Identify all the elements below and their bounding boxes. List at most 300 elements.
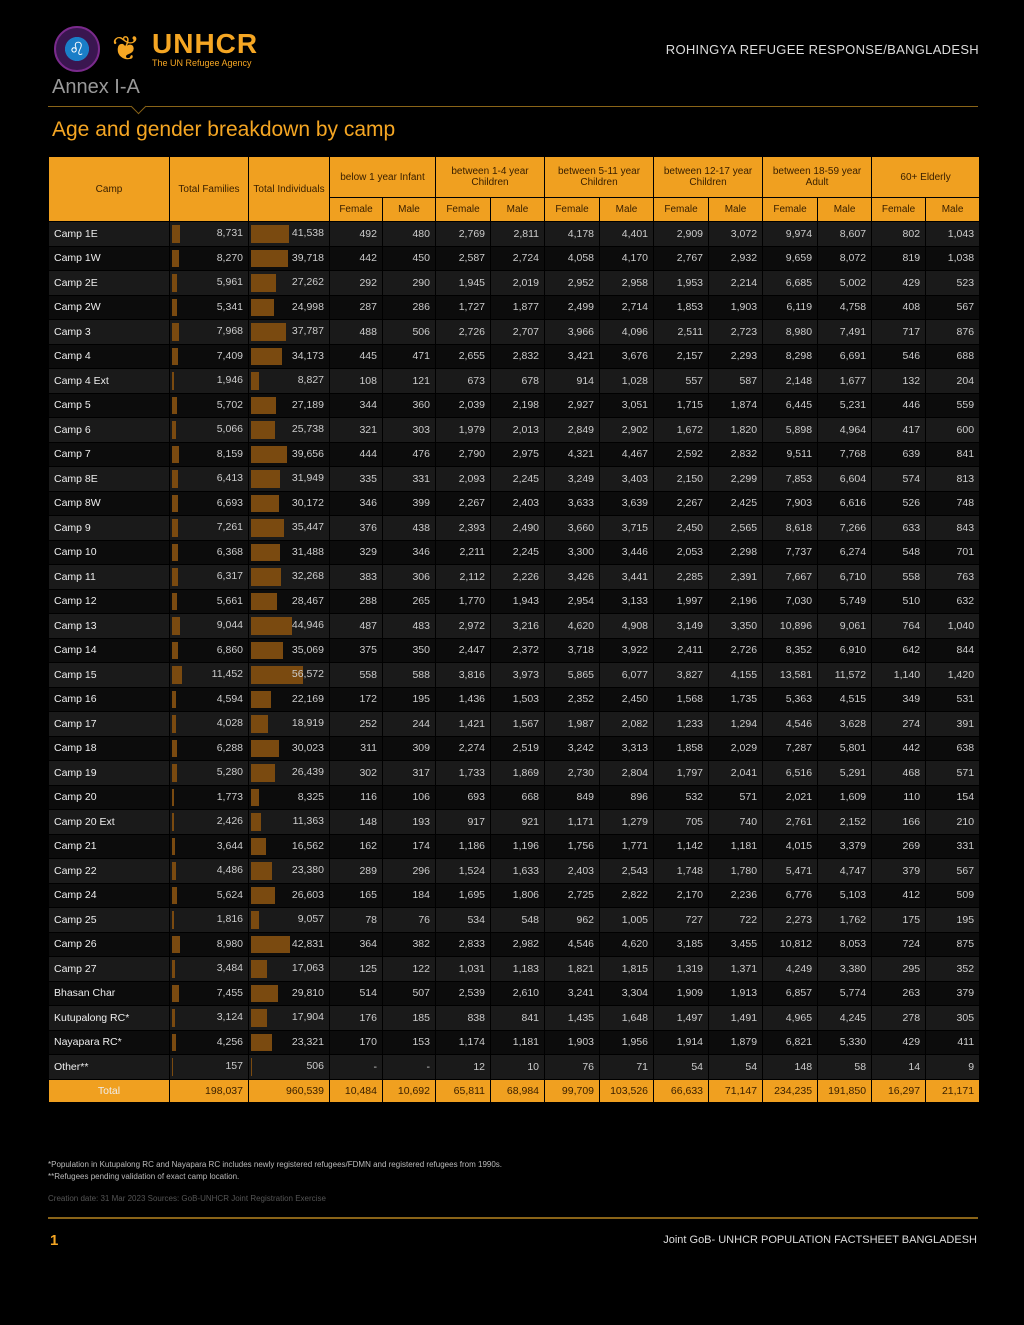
table-row xyxy=(49,1031,979,1055)
footer-divider xyxy=(48,1217,978,1219)
table-cell: 838 xyxy=(436,1006,490,1030)
table-cell: 2,822 xyxy=(600,884,653,908)
cell-value: 8,980 xyxy=(216,937,243,950)
table-cell: - xyxy=(383,1055,435,1079)
table-cell: 2,039 xyxy=(436,394,490,418)
header-group-60-plus: 60+ Elderly xyxy=(872,157,979,197)
camp-name: Camp 2E xyxy=(49,271,169,295)
table-cell: 411 xyxy=(926,1031,979,1055)
table-cell: 921 xyxy=(491,810,544,834)
total-individuals-cell xyxy=(249,859,329,883)
table-cell: 2,543 xyxy=(600,859,653,883)
table-cell: 567 xyxy=(926,859,979,883)
header-female: Female xyxy=(654,198,708,221)
table-cell: 429 xyxy=(872,271,925,295)
table-cell: 2,909 xyxy=(654,222,708,246)
table-cell: 2,724 xyxy=(491,247,544,271)
total-families-cell xyxy=(170,761,248,785)
table-row xyxy=(49,320,979,344)
total-families-cell xyxy=(170,1031,248,1055)
table-cell: 162 xyxy=(330,835,382,859)
cell-value: 27,189 xyxy=(291,398,324,411)
total-individuals-cell xyxy=(249,541,329,565)
total-cell: 66,633 xyxy=(654,1080,708,1102)
table-cell: 4,908 xyxy=(600,614,653,638)
total-individuals-cell xyxy=(249,565,329,589)
cell-value: 8,325 xyxy=(297,790,324,803)
table-cell: 317 xyxy=(383,761,435,785)
table-cell: 10,896 xyxy=(763,614,817,638)
table-cell: 274 xyxy=(872,712,925,736)
total-families-cell xyxy=(170,1055,248,1079)
camp-name: Camp 21 xyxy=(49,835,169,859)
cell-value: 3,644 xyxy=(216,839,243,852)
table-cell: 2,245 xyxy=(491,541,544,565)
table-row xyxy=(49,957,979,981)
table-cell: 673 xyxy=(436,369,490,393)
camp-name: Nayapara RC* xyxy=(49,1031,169,1055)
header-total-individuals: Total Individuals xyxy=(249,157,329,221)
total-cell: 960,539 xyxy=(249,1080,329,1102)
table-cell: 2,975 xyxy=(491,443,544,467)
camp-name: Camp 27 xyxy=(49,957,169,981)
total-families-cell xyxy=(170,492,248,516)
table-cell: 6,857 xyxy=(763,982,817,1006)
camp-name: Camp 8E xyxy=(49,467,169,491)
table-cell: 252 xyxy=(330,712,382,736)
total-families-cell xyxy=(170,467,248,491)
table-cell: 1,945 xyxy=(436,271,490,295)
table-cell: 763 xyxy=(926,565,979,589)
cell-value: 6,368 xyxy=(216,545,243,558)
table-cell: 1,436 xyxy=(436,688,490,712)
table-cell: 1,815 xyxy=(600,957,653,981)
header-male: Male xyxy=(709,198,762,221)
table-cell: 841 xyxy=(491,1006,544,1030)
camp-name: Camp 18 xyxy=(49,737,169,761)
table-cell: 311 xyxy=(330,737,382,761)
camp-name: Bhasan Char xyxy=(49,982,169,1006)
cell-value: 5,341 xyxy=(216,300,243,313)
table-cell: 600 xyxy=(926,418,979,442)
cell-value: 7,261 xyxy=(216,521,243,533)
total-families-cell xyxy=(170,908,248,932)
table-cell: 176 xyxy=(330,1006,382,1030)
table-cell: 917 xyxy=(436,810,490,834)
table-cell: 2,214 xyxy=(709,271,762,295)
table-cell: 3,072 xyxy=(709,222,762,246)
table-cell: 6,445 xyxy=(763,394,817,418)
unhcr-logo-text xyxy=(152,30,258,68)
total-families-cell xyxy=(170,394,248,418)
total-individuals-cell xyxy=(249,884,329,908)
table-cell: 108 xyxy=(330,369,382,393)
table-cell: 514 xyxy=(330,982,382,1006)
table-row xyxy=(49,541,979,565)
table-cell: 121 xyxy=(383,369,435,393)
table-cell: 510 xyxy=(872,590,925,614)
cell-value: 31,488 xyxy=(291,545,324,558)
table-cell: 2,592 xyxy=(654,443,708,467)
cell-value: 41,538 xyxy=(291,227,324,239)
table-cell: 2,273 xyxy=(763,908,817,932)
table-cell: 2,804 xyxy=(600,761,653,785)
table-cell: 132 xyxy=(872,369,925,393)
table-cell: 896 xyxy=(600,786,653,810)
creation-credit: Creation date: 31 Mar 2023 Sources: GoB-UNHCR Joint Registration Exercise xyxy=(48,1194,326,1203)
table-cell: 1,756 xyxy=(545,835,599,859)
table-cell: 3,639 xyxy=(600,492,653,516)
table-cell: 3,718 xyxy=(545,639,599,663)
cell-value: 23,380 xyxy=(291,864,324,876)
table-cell: 693 xyxy=(436,786,490,810)
table-cell: 4,096 xyxy=(600,320,653,344)
table-cell: 446 xyxy=(872,394,925,418)
table-row xyxy=(49,933,979,957)
table-cell: 8,072 xyxy=(818,247,871,271)
camp-name: Other** xyxy=(49,1055,169,1079)
total-individuals-cell xyxy=(249,1006,329,1030)
table-cell: 2,148 xyxy=(763,369,817,393)
table-cell: 1,879 xyxy=(709,1031,762,1055)
cell-value: 7,968 xyxy=(216,325,243,337)
cell-value: 5,066 xyxy=(216,423,243,435)
table-cell: 278 xyxy=(872,1006,925,1030)
cell-value: 27,262 xyxy=(291,276,324,288)
cell-value: 5,702 xyxy=(216,398,243,411)
table-cell: 3,455 xyxy=(709,933,762,957)
table-cell: 1,420 xyxy=(926,663,979,687)
table-cell: 346 xyxy=(383,541,435,565)
table-cell: 802 xyxy=(872,222,925,246)
total-individuals-cell xyxy=(249,296,329,320)
total-families-cell xyxy=(170,614,248,638)
table-cell: 471 xyxy=(383,345,435,369)
table-cell: 7,768 xyxy=(818,443,871,467)
camp-name: Camp 8W xyxy=(49,492,169,516)
header-group-1-4: between 1-4 year Children xyxy=(436,157,544,197)
cell-value: 6,288 xyxy=(216,741,243,754)
table-cell: 2,245 xyxy=(491,467,544,491)
table-cell: 642 xyxy=(872,639,925,663)
table-cell: 3,441 xyxy=(600,565,653,589)
table-cell: 303 xyxy=(383,418,435,442)
table-cell: 468 xyxy=(872,761,925,785)
table-row xyxy=(49,688,979,712)
camp-name: Camp 2W xyxy=(49,296,169,320)
header-camp: Camp xyxy=(49,157,169,221)
table-cell: 2,393 xyxy=(436,516,490,540)
cell-value: 506 xyxy=(306,1060,324,1072)
table-cell: 1,491 xyxy=(709,1006,762,1030)
table-row xyxy=(49,565,979,589)
table-cell: 507 xyxy=(383,982,435,1006)
table-cell: 1,748 xyxy=(654,859,708,883)
table-cell: 3,633 xyxy=(545,492,599,516)
table-cell: 391 xyxy=(926,712,979,736)
table-cell: 1,987 xyxy=(545,712,599,736)
table-cell: 1,435 xyxy=(545,1006,599,1030)
table-cell: 509 xyxy=(926,884,979,908)
table-cell: 819 xyxy=(872,247,925,271)
camp-name: Camp 17 xyxy=(49,712,169,736)
table-cell: 1,183 xyxy=(491,957,544,981)
table-cell: 9,061 xyxy=(818,614,871,638)
table-cell: 7,667 xyxy=(763,565,817,589)
table-cell: 558 xyxy=(872,565,925,589)
table-cell: 174 xyxy=(383,835,435,859)
table-row xyxy=(49,712,979,736)
table-cell: 2,352 xyxy=(545,688,599,712)
table-cell: 292 xyxy=(330,271,382,295)
table-cell: 5,801 xyxy=(818,737,871,761)
total-individuals-cell xyxy=(249,614,329,638)
table-row xyxy=(49,786,979,810)
camp-name: Camp 20 Ext xyxy=(49,810,169,834)
table-cell: 1,171 xyxy=(545,810,599,834)
total-cell: 16,297 xyxy=(872,1080,925,1102)
cell-value: 4,256 xyxy=(216,1035,243,1048)
table-cell: 2,299 xyxy=(709,467,762,491)
cell-value: 39,718 xyxy=(291,251,324,264)
table-cell: 548 xyxy=(491,908,544,932)
table-cell: 722 xyxy=(709,908,762,932)
table-cell: 7,491 xyxy=(818,320,871,344)
bangladesh-emblem-icon: ♌ xyxy=(54,26,100,72)
header-male: Male xyxy=(491,198,544,221)
table-cell: 1,820 xyxy=(709,418,762,442)
header-male: Male xyxy=(818,198,871,221)
table-cell: 1,319 xyxy=(654,957,708,981)
cell-value: 7,455 xyxy=(216,986,243,999)
total-individuals-cell xyxy=(249,835,329,859)
table-cell: 295 xyxy=(872,957,925,981)
table-row xyxy=(49,394,979,418)
total-families-cell xyxy=(170,247,248,271)
table-cell: 331 xyxy=(926,835,979,859)
table-row xyxy=(49,639,979,663)
cell-value: 6,317 xyxy=(216,570,243,582)
table-cell: 532 xyxy=(654,786,708,810)
total-individuals-cell xyxy=(249,761,329,785)
table-cell: 4,546 xyxy=(763,712,817,736)
table-cell: 286 xyxy=(383,296,435,320)
table-cell: 3,426 xyxy=(545,565,599,589)
table-cell: 4,964 xyxy=(818,418,871,442)
total-cell: 198,037 xyxy=(170,1080,248,1102)
camp-name: Camp 19 xyxy=(49,761,169,785)
table-cell: 3,350 xyxy=(709,614,762,638)
table-cell: 2,511 xyxy=(654,320,708,344)
table-cell: 2,112 xyxy=(436,565,490,589)
table-cell: 717 xyxy=(872,320,925,344)
table-cell: 321 xyxy=(330,418,382,442)
table-cell: 6,776 xyxy=(763,884,817,908)
cell-value: 17,904 xyxy=(291,1011,324,1023)
table-cell: 2,391 xyxy=(709,565,762,589)
camp-name: Camp 13 xyxy=(49,614,169,638)
table-cell: 2,029 xyxy=(709,737,762,761)
table-cell: 701 xyxy=(926,541,979,565)
table-cell: 6,274 xyxy=(818,541,871,565)
table-cell: 4,401 xyxy=(600,222,653,246)
table-cell: 764 xyxy=(872,614,925,638)
camp-name: Camp 3 xyxy=(49,320,169,344)
table-cell: 3,300 xyxy=(545,541,599,565)
cell-value: 3,484 xyxy=(216,962,243,974)
total-label: Total xyxy=(49,1080,169,1102)
camp-name: Camp 6 xyxy=(49,418,169,442)
table-cell: 1,715 xyxy=(654,394,708,418)
cell-value: 5,280 xyxy=(216,766,243,778)
table-cell: 7,266 xyxy=(818,516,871,540)
total-individuals-cell xyxy=(249,590,329,614)
cell-value: 6,693 xyxy=(216,496,243,509)
cell-value: 44,946 xyxy=(291,619,324,631)
table-cell: 567 xyxy=(926,296,979,320)
cell-value: 26,439 xyxy=(291,766,324,778)
cell-value: 1,816 xyxy=(216,913,243,925)
header-female: Female xyxy=(436,198,490,221)
table-cell: 1,903 xyxy=(709,296,762,320)
table-cell: 204 xyxy=(926,369,979,393)
cell-value: 5,661 xyxy=(216,594,243,607)
cell-value: 5,961 xyxy=(216,276,243,288)
table-cell: 5,103 xyxy=(818,884,871,908)
table-cell: 1,877 xyxy=(491,296,544,320)
table-cell: 172 xyxy=(330,688,382,712)
table-cell: 526 xyxy=(872,492,925,516)
cell-value: 3,124 xyxy=(216,1011,243,1023)
header-title: ROHINGYA REFUGEE RESPONSE/BANGLADESH xyxy=(665,42,979,57)
table-cell: 480 xyxy=(383,222,435,246)
table-cell: 1,568 xyxy=(654,688,708,712)
table-cell: 195 xyxy=(383,688,435,712)
header-female: Female xyxy=(763,198,817,221)
table-cell: 5,471 xyxy=(763,859,817,883)
cell-value: 56,572 xyxy=(291,668,324,680)
table-cell: 5,330 xyxy=(818,1031,871,1055)
table-cell: 5,774 xyxy=(818,982,871,1006)
table-cell: 2,833 xyxy=(436,933,490,957)
table-row xyxy=(49,222,979,246)
table-cell: 1,771 xyxy=(600,835,653,859)
table-cell: 1,853 xyxy=(654,296,708,320)
footer-title: Joint GoB- UNHCR POPULATION FACTSHEET BANGLADESH xyxy=(663,1234,977,1246)
table-cell: 379 xyxy=(926,982,979,1006)
table-cell: 7,853 xyxy=(763,467,817,491)
table-cell: 571 xyxy=(926,761,979,785)
table-cell: 2,226 xyxy=(491,565,544,589)
table-cell: 2,954 xyxy=(545,590,599,614)
total-families-cell xyxy=(170,712,248,736)
page-title: Age and gender breakdown by camp xyxy=(52,118,396,141)
total-individuals-cell xyxy=(249,786,329,810)
table-cell: 54 xyxy=(709,1055,762,1079)
table-cell: 506 xyxy=(383,320,435,344)
table-cell: 1,371 xyxy=(709,957,762,981)
table-cell: 1,733 xyxy=(436,761,490,785)
table-cell: 1,997 xyxy=(654,590,708,614)
table-cell: 588 xyxy=(383,663,435,687)
table-cell: 6,691 xyxy=(818,345,871,369)
table-cell: 269 xyxy=(872,835,925,859)
table-cell: 76 xyxy=(545,1055,599,1079)
cell-value: 35,447 xyxy=(291,521,324,533)
table-cell: 2,932 xyxy=(709,247,762,271)
table-cell: 265 xyxy=(383,590,435,614)
table-row xyxy=(49,663,979,687)
total-individuals-cell xyxy=(249,810,329,834)
table-cell: 350 xyxy=(383,639,435,663)
table-cell: 2,707 xyxy=(491,320,544,344)
table-cell: 724 xyxy=(872,933,925,957)
unhcr-hands-icon: ❦ xyxy=(111,29,141,69)
table-cell: 2,021 xyxy=(763,786,817,810)
table-cell: 2,236 xyxy=(709,884,762,908)
camp-name: Camp 22 xyxy=(49,859,169,883)
total-individuals-cell xyxy=(249,492,329,516)
table-cell: 2,447 xyxy=(436,639,490,663)
table-cell: 331 xyxy=(383,467,435,491)
table-cell: 210 xyxy=(926,810,979,834)
table-cell: 148 xyxy=(763,1055,817,1079)
table-cell: 110 xyxy=(872,786,925,810)
camp-name: Kutupalong RC* xyxy=(49,1006,169,1030)
table-cell: 1,770 xyxy=(436,590,490,614)
total-cell: 21,171 xyxy=(926,1080,979,1102)
header-female: Female xyxy=(872,198,925,221)
total-families-cell xyxy=(170,418,248,442)
total-cell: 65,811 xyxy=(436,1080,490,1102)
table-cell: 166 xyxy=(872,810,925,834)
table-row xyxy=(49,590,979,614)
total-families-cell xyxy=(170,1006,248,1030)
divider-notch xyxy=(131,99,147,115)
table-cell: 106 xyxy=(383,786,435,810)
table-row xyxy=(49,859,979,883)
table-cell: 843 xyxy=(926,516,979,540)
table-cell: 3,185 xyxy=(654,933,708,957)
camp-name: Camp 16 xyxy=(49,688,169,712)
total-individuals-cell xyxy=(249,957,329,981)
table-cell: 3,660 xyxy=(545,516,599,540)
table-cell: 639 xyxy=(872,443,925,467)
table-cell: 487 xyxy=(330,614,382,638)
table-cell: 148 xyxy=(330,810,382,834)
table-cell: 442 xyxy=(330,247,382,271)
table-cell: 3,827 xyxy=(654,663,708,687)
table-cell: 875 xyxy=(926,933,979,957)
table-cell: 1,497 xyxy=(654,1006,708,1030)
table-cell: 5,231 xyxy=(818,394,871,418)
table-cell: 2,519 xyxy=(491,737,544,761)
total-individuals-cell xyxy=(249,418,329,442)
table-cell: 559 xyxy=(926,394,979,418)
table-cell: 408 xyxy=(872,296,925,320)
table-row xyxy=(49,1055,979,1079)
cell-value: 4,594 xyxy=(216,692,243,705)
table-cell: 2,093 xyxy=(436,467,490,491)
table-cell: 4,747 xyxy=(818,859,871,883)
table-cell: 125 xyxy=(330,957,382,981)
table-cell: 2,490 xyxy=(491,516,544,540)
table-cell: 4,321 xyxy=(545,443,599,467)
table-cell: 1,727 xyxy=(436,296,490,320)
total-families-cell xyxy=(170,590,248,614)
table-cell: 364 xyxy=(330,933,382,957)
camp-name: Camp 10 xyxy=(49,541,169,565)
